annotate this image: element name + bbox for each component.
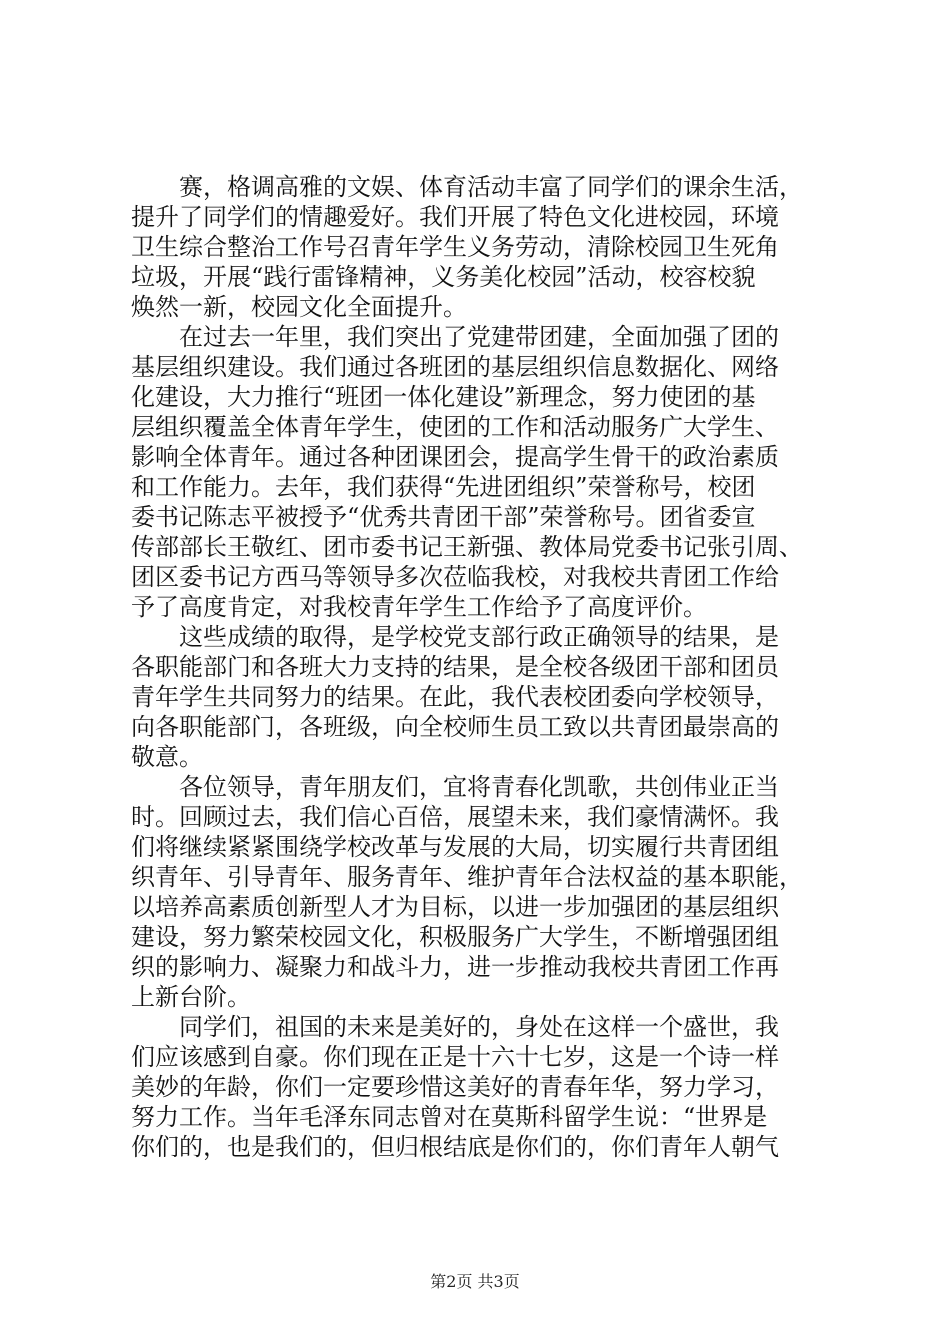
text-line: 委书记陈志平被授予“优秀共青团干部”荣誉称号。团省委宣 — [131, 503, 756, 531]
text-line: 们应该感到自豪。你们现在正是十六十七岁，这是一个诗一样 — [131, 1043, 779, 1071]
text-line: 传部部长王敬红、团市委书记王新强、教体局党委书记张引周、 — [131, 533, 803, 561]
text-line: 化建设，大力推行“班团一体化建设”新理念，努力使团的基 — [131, 383, 756, 411]
text-line: 基层组织建设。我们通过各班团的基层组织信息数据化、网络 — [131, 353, 779, 381]
paragraph-3 — [131, 622, 831, 772]
page-footer — [0, 1272, 950, 1292]
text-line: 赛，格调高雅的文娱、体育活动丰富了同学们的课余生活， — [179, 173, 803, 201]
text-line: 青年学生共同努力的结果。在此，我代表校团委向学校领导， — [131, 683, 779, 711]
text-line: 同学们，祖国的未来是美好的，身处在这样一个盛世，我 — [179, 1013, 779, 1041]
text-line: 这些成绩的取得，是学校党支部行政正确领导的结果，是 — [179, 623, 779, 651]
text-line: 向各职能部门，各班级，向全校师生员工致以共青团最崇高的 — [131, 713, 779, 741]
text-line: 予了高度肯定，对我校青年学生工作给予了高度评价。 — [131, 593, 707, 621]
text-line: 以培养高素质创新型人才为目标，以进一步加强团的基层组织 — [131, 893, 779, 921]
text-line: 建设，努力繁荣校园文化，积极服务广大学生，不断增强团组 — [131, 923, 779, 951]
text-line: 美妙的年龄，你们一定要珍惜这美好的青春年华，努力学习， — [131, 1073, 779, 1101]
text-line: 各位领导，青年朋友们，宜将青春化凯歌，共创伟业正当 — [179, 773, 779, 801]
text-line: 卫生综合整治工作号召青年学生义务劳动，清除校园卫生死角 — [131, 233, 779, 261]
text-line: 上新台阶。 — [131, 983, 251, 1011]
text-line: 提升了同学们的情趣爱好。我们开展了特色文化进校园，环境 — [131, 203, 779, 231]
document-body — [131, 172, 831, 1162]
text-line: 织的影响力、凝聚力和战斗力，进一步推动我校共青团工作再 — [131, 953, 779, 981]
text-line: 团区委书记方西马等领导多次莅临我校，对我校共青团工作给 — [131, 563, 779, 591]
paragraph-4 — [131, 772, 831, 1012]
text-line: 时。回顾过去，我们信心百倍，展望未来，我们豪情满怀。我 — [131, 803, 779, 831]
paragraph-1 — [131, 172, 831, 322]
page-number: 第2页 共3页 — [430, 1272, 520, 1291]
paragraph-5 — [131, 1012, 831, 1162]
text-line: 层组织覆盖全体青年学生，使团的工作和活动服务广大学生、 — [131, 413, 779, 441]
text-line: 垃圾，开展“践行雷锋精神，义务美化校园”活动，校容校貌 — [131, 263, 756, 291]
text-line: 们将继续紧紧围绕学校改革与发展的大局，切实履行共青团组 — [131, 833, 779, 861]
text-line: 焕然一新，校园文化全面提升。 — [131, 293, 467, 321]
text-line: 你们的，也是我们的，但归根结底是你们的，你们青年人朝气 — [131, 1133, 779, 1161]
text-line: 织青年、引导青年、服务青年、维护青年合法权益的基本职能， — [131, 863, 803, 891]
text-line: 和工作能力。去年，我们获得“先进团组织”荣誉称号，校团 — [131, 473, 756, 501]
text-line: 各职能部门和各班大力支持的结果，是全校各级团干部和团员 — [131, 653, 779, 681]
text-line: 敬意。 — [131, 743, 203, 771]
text-line: 努力工作。当年毛泽东同志曾对在莫斯科留学生说：“世界是 — [131, 1103, 768, 1131]
text-line: 在过去一年里，我们突出了党建带团建，全面加强了团的 — [179, 323, 779, 351]
text-line: 影响全体青年。通过各种团课团会，提高学生骨干的政治素质 — [131, 443, 779, 471]
paragraph-2 — [131, 322, 831, 622]
